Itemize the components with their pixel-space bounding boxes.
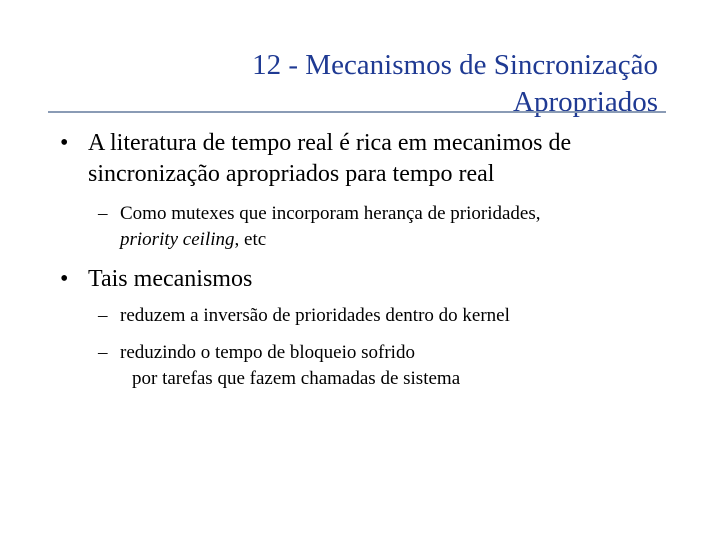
sub-bullet-tail: , etc (234, 229, 267, 250)
slide-title (138, 47, 658, 121)
sub-bullet-item-2-2 (98, 340, 660, 392)
title-divider (48, 111, 666, 113)
bullet-text-line-2: sincronização apropriados para tempo real (88, 161, 495, 187)
bullet-item-1 (60, 128, 668, 190)
bullet-text (88, 128, 668, 190)
sub-bullet-text-line-2: por tarefas que fazem chamadas de sistema (132, 368, 461, 389)
sub-bullet-text: reduzem a inversão de prioridades dentro do kernel (120, 305, 510, 326)
slide-title-line-1: 12 - Mecanismos de Sincronização (252, 49, 658, 81)
sub-bullet-text-line-1: reduzindo o tempo de bloqueio sofrido (120, 342, 415, 363)
sub-bullet-text-line-1: Como mutexes que incorporam herança de prioridades, (120, 203, 541, 224)
bullet-marker: • (60, 266, 69, 292)
sub-bullet-text (120, 340, 660, 392)
bullet-item-2 (60, 264, 668, 295)
sub-bullet-item-2-1 (98, 303, 660, 329)
sub-bullet-text (120, 201, 660, 253)
bullet-text-line-1: A literatura de tempo real é rica em mecanimos de (88, 130, 572, 156)
slide-title-line-2: Apropriados (513, 86, 658, 118)
sub-bullet-italic-term: priority ceiling (120, 229, 235, 250)
sub-bullet-item-1-1 (98, 201, 660, 253)
bullet-marker: • (60, 130, 69, 156)
bullet-text: Tais mecanismos (88, 266, 253, 292)
sub-bullet-marker: – (98, 203, 108, 224)
sub-bullet-marker: – (98, 342, 108, 363)
sub-bullet-marker: – (98, 305, 108, 326)
